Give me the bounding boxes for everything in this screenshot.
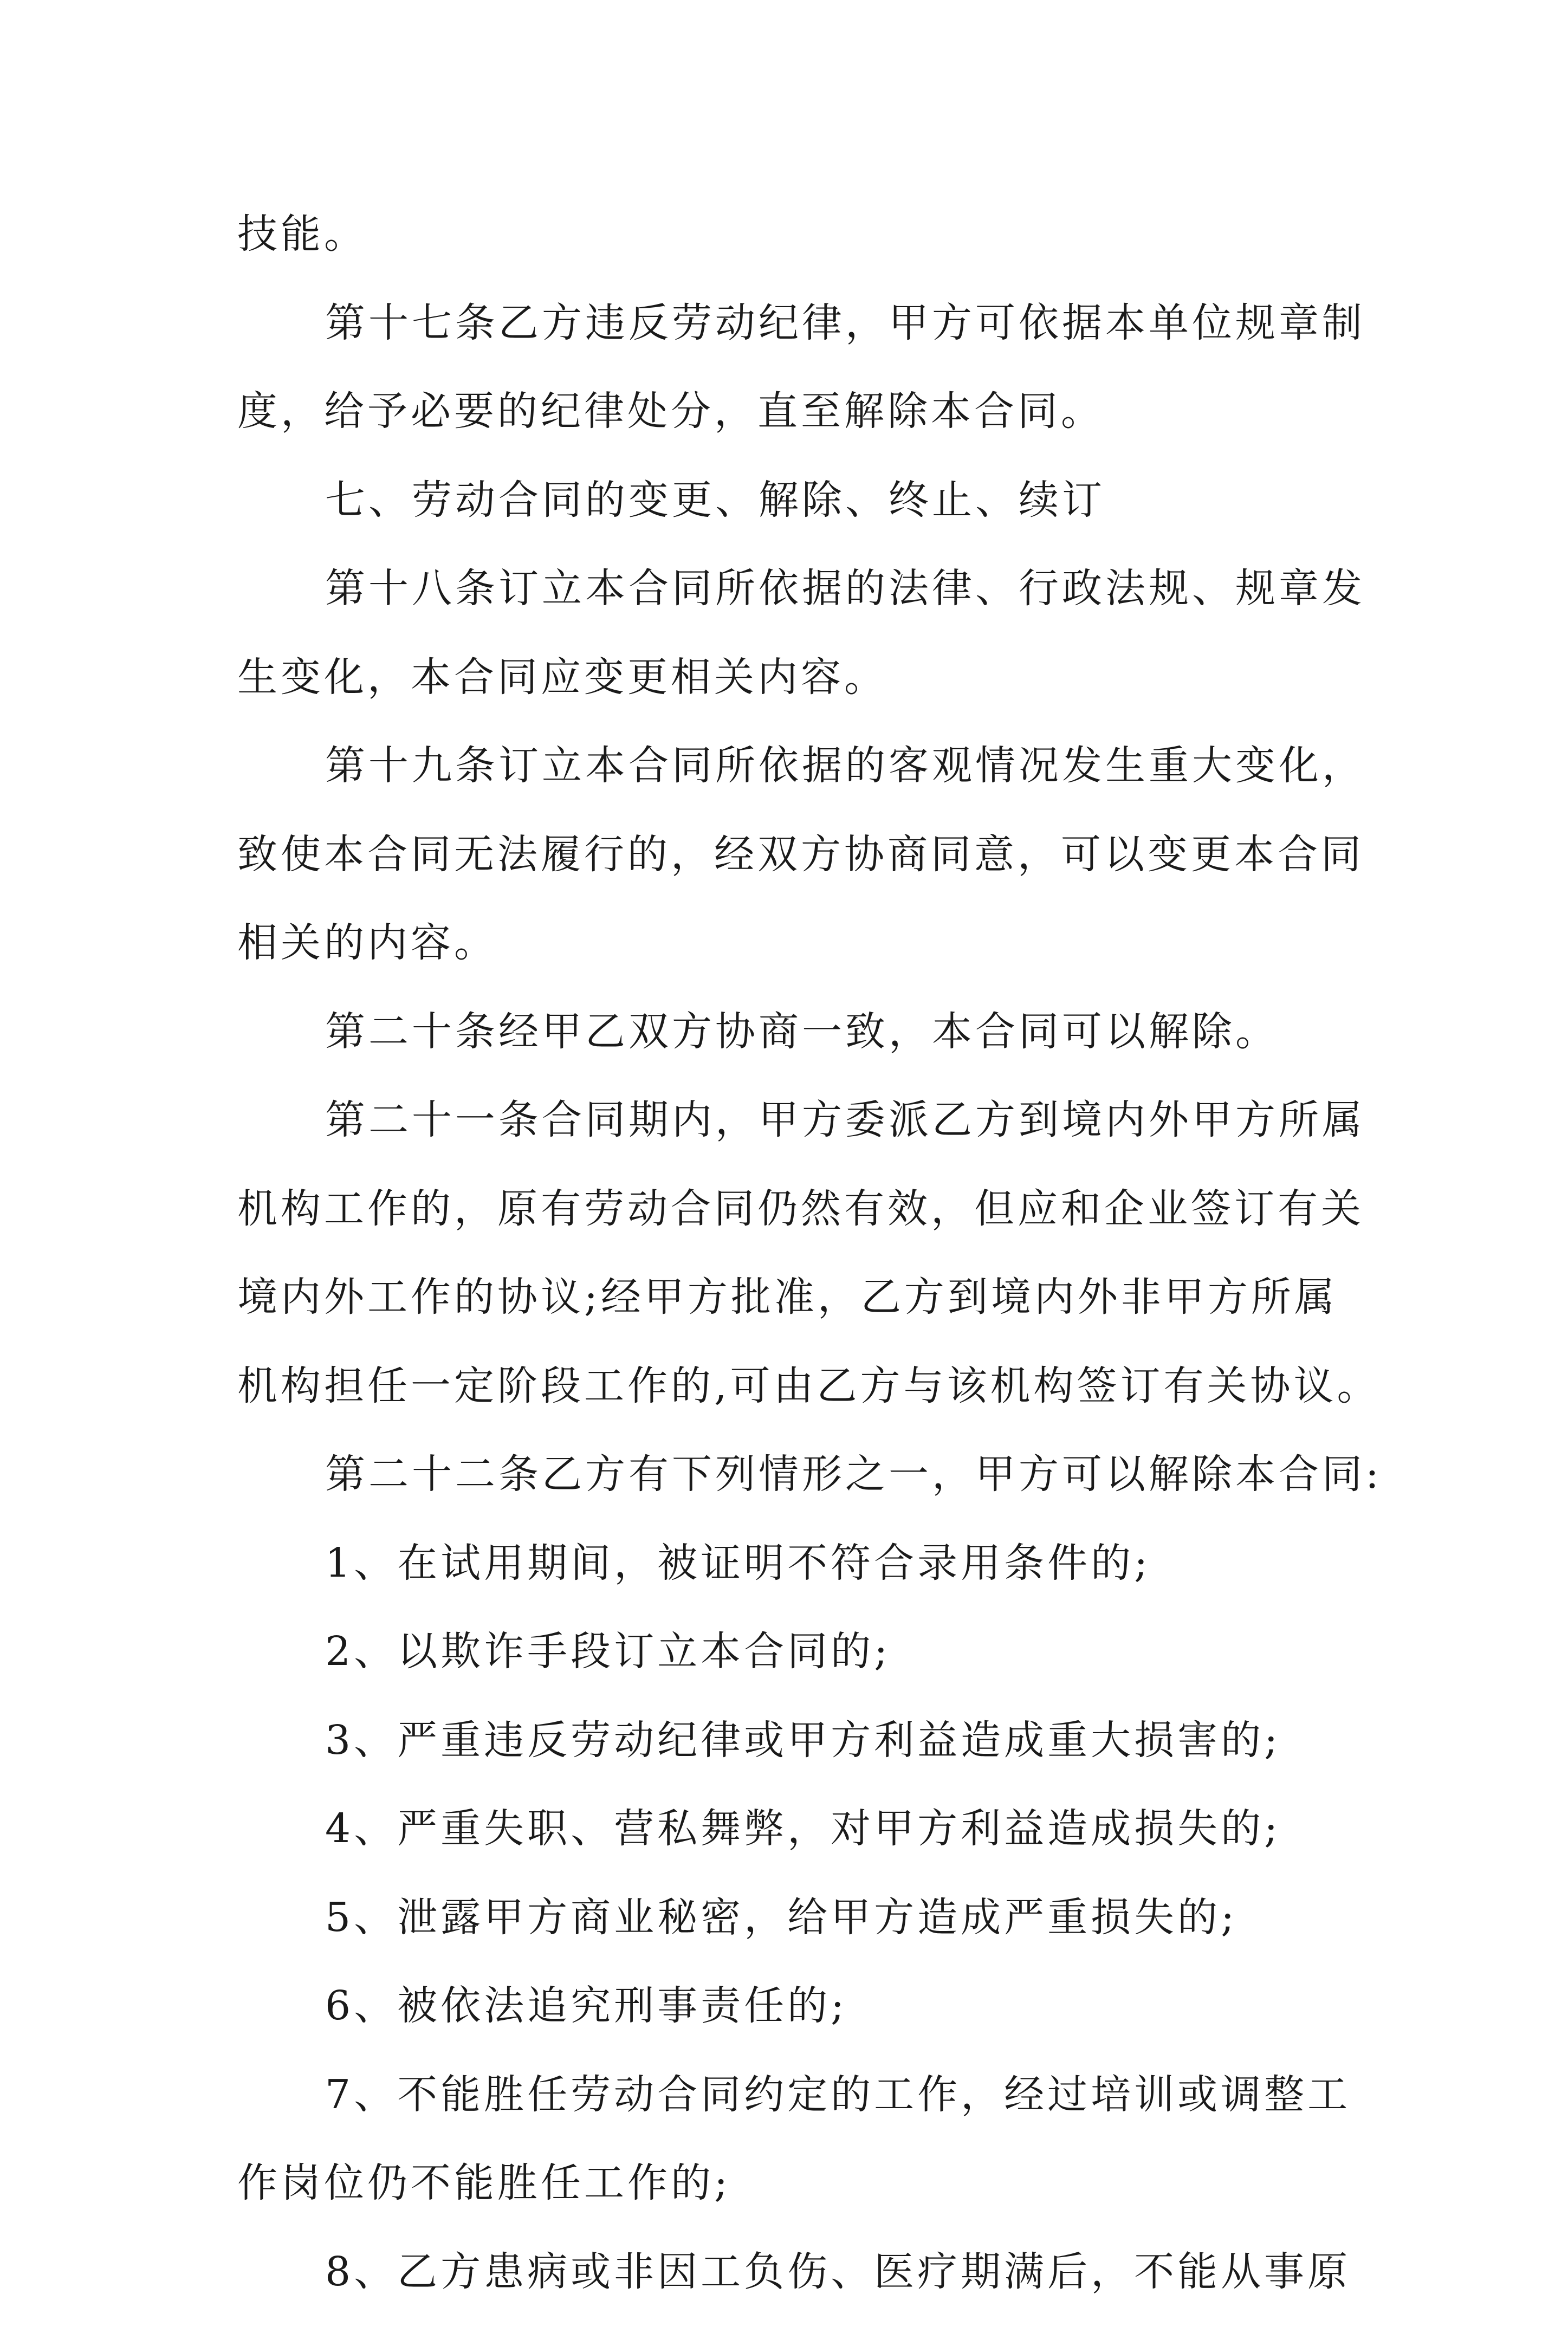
text-line: 第十七条乙方违反劳动纪律，甲方可依据本单位规章制 bbox=[237, 296, 1343, 385]
section-heading: 七、劳动合同的变更、解除、终止、续订 bbox=[237, 473, 1343, 562]
text-line: 第二十条经甲乙双方协商一致，本合同可以解除。 bbox=[237, 1005, 1343, 1093]
text-line: 相关的内容。 bbox=[237, 916, 1343, 1005]
text-line: 生变化，本合同应变更相关内容。 bbox=[237, 650, 1343, 739]
list-item: 4、严重失职、营私舞弊，对甲方利益造成损失的; bbox=[237, 1801, 1343, 1890]
text-line: 作岗位仍不能胜任工作的; bbox=[237, 2156, 1343, 2245]
text-line: 致使本合同无法履行的，经双方协商同意，可以变更本合同 bbox=[237, 827, 1343, 916]
text-line: 第十九条订立本合同所依据的客观情况发生重大变化， bbox=[237, 738, 1343, 827]
text-line: 境内外工作的协议;经甲方批准，乙方到境内外非甲方所属 bbox=[237, 1270, 1343, 1359]
text-line: 机构担任一定阶段工作的,可由乙方与该机构签订有关协议。 bbox=[237, 1359, 1343, 1448]
text-line: 技能。 bbox=[237, 207, 1343, 296]
text-line: 第二十二条乙方有下列情形之一，甲方可以解除本合同: bbox=[237, 1447, 1343, 1536]
contract-text-body bbox=[237, 207, 1343, 2333]
list-item: 7、不能胜任劳动合同约定的工作，经过培训或调整工 bbox=[237, 2068, 1343, 2156]
text-line: 第十八条订立本合同所依据的法律、行政法规、规章发 bbox=[237, 561, 1343, 650]
list-item: 1、在试用期间，被证明不符合录用条件的; bbox=[237, 1536, 1343, 1625]
list-item: 6、被依法追究刑事责任的; bbox=[237, 1979, 1343, 2068]
text-line: 度，给予必要的纪律处分，直至解除本合同。 bbox=[237, 384, 1343, 473]
text-line: 第二十一条合同期内，甲方委派乙方到境内外甲方所属 bbox=[237, 1093, 1343, 1182]
list-item: 8、乙方患病或非因工负伤、医疗期满后，不能从事原 bbox=[237, 2245, 1343, 2333]
list-item: 2、以欺诈手段订立本合同的; bbox=[237, 1624, 1343, 1713]
list-item: 3、严重违反劳动纪律或甲方利益造成重大损害的; bbox=[237, 1713, 1343, 1802]
text-line: 机构工作的，原有劳动合同仍然有效，但应和企业签订有关 bbox=[237, 1182, 1343, 1271]
list-item: 5、泄露甲方商业秘密，给甲方造成严重损失的; bbox=[237, 1890, 1343, 1979]
